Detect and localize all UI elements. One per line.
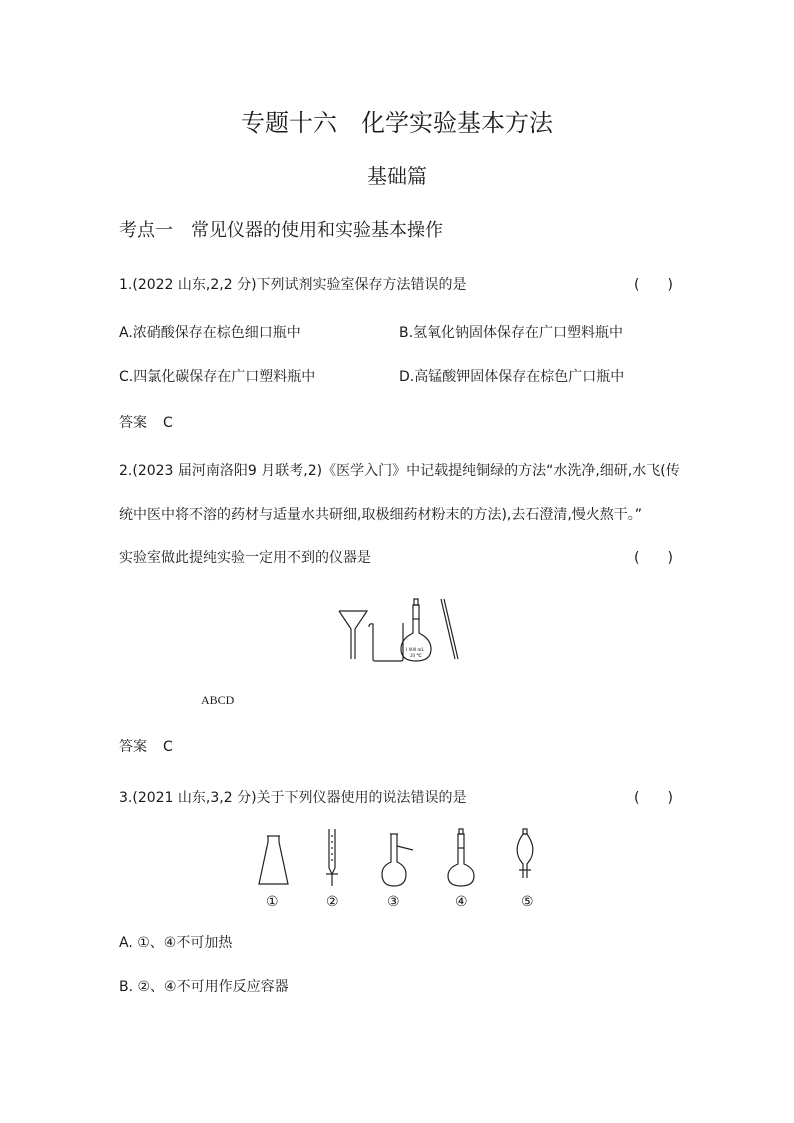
beaker-icon bbox=[369, 623, 403, 661]
figure-number-2: ② bbox=[326, 894, 339, 910]
figure-number-4: ④ bbox=[455, 894, 468, 910]
answer-value: C bbox=[163, 415, 173, 431]
question-2-figure-labels: ABCD bbox=[201, 693, 235, 707]
question-1-option-d: D.高锰酸钾固体保存在棕色广口瓶中 bbox=[399, 369, 625, 385]
question-3-answer-blank: ( ) bbox=[634, 790, 673, 806]
question-3-figure bbox=[255, 826, 555, 894]
question-2-answer bbox=[119, 736, 173, 756]
section-heading: 考点一 常见仪器的使用和实验基本操作 bbox=[119, 220, 443, 241]
question-1-answer bbox=[119, 412, 173, 432]
figure-number-3: ③ bbox=[387, 894, 400, 910]
figure-number-1: ① bbox=[266, 894, 279, 910]
answer-value: C bbox=[163, 739, 173, 755]
question-1-option-b: B.氢氧化钠固体保存在广口塑料瓶中 bbox=[399, 325, 624, 341]
answer-label: 答案 bbox=[119, 739, 147, 755]
question-2-stem-line-1: 2.(2023 届河南洛阳9 月联考,2)《医学入门》中记载提纯铜绿的方法“水洗净,细研,水飞(传 bbox=[119, 463, 680, 479]
distillation-flask-icon bbox=[382, 834, 413, 886]
conical-flask-icon bbox=[259, 836, 288, 884]
flask-label-volume: 1 000 mL bbox=[405, 648, 425, 653]
question-2-answer-blank: ( ) bbox=[634, 550, 673, 566]
flask-label-temperature: 20 ℃ bbox=[410, 654, 422, 659]
question-1-answer-blank: ( ) bbox=[634, 277, 673, 293]
question-1-option-c: C.四氯化碳保存在广口塑料瓶中 bbox=[119, 369, 316, 385]
question-2-stem-line-2: 统中医中将不溶的药材与适量水共研细,取极细药材粉末的方法),去石澄清,慢火熬干。” bbox=[119, 507, 643, 523]
separatory-funnel-icon bbox=[517, 829, 533, 878]
question-1-option-a: A.浓硝酸保存在棕色细口瓶中 bbox=[119, 325, 301, 341]
page-subtitle: 基础篇 bbox=[367, 164, 427, 188]
page-title: 专题十六 化学实验基本方法 bbox=[241, 109, 553, 137]
question-3-stem: 3.(2021 山东,3,2 分)关于下列仪器使用的说法错误的是 bbox=[119, 790, 467, 806]
figure-number-5: ⑤ bbox=[521, 894, 534, 910]
question-2-stem-line-3: 实验室做此提纯实验一定用不到的仪器是 bbox=[119, 550, 371, 566]
answer-label: 答案 bbox=[119, 415, 147, 431]
volumetric-flask-icon bbox=[448, 829, 474, 886]
question-1-stem: 1.(2022 山东,2,2 分)下列试剂实验室保存方法错误的是 bbox=[119, 277, 467, 293]
question-3-option-b: B. ②、④不可用作反应容器 bbox=[119, 979, 289, 995]
burette-icon bbox=[326, 829, 338, 886]
glass-rod-icon bbox=[441, 599, 458, 659]
question-3-option-a: A. ①、④不可加热 bbox=[119, 935, 233, 951]
question-2-figure bbox=[335, 595, 465, 670]
